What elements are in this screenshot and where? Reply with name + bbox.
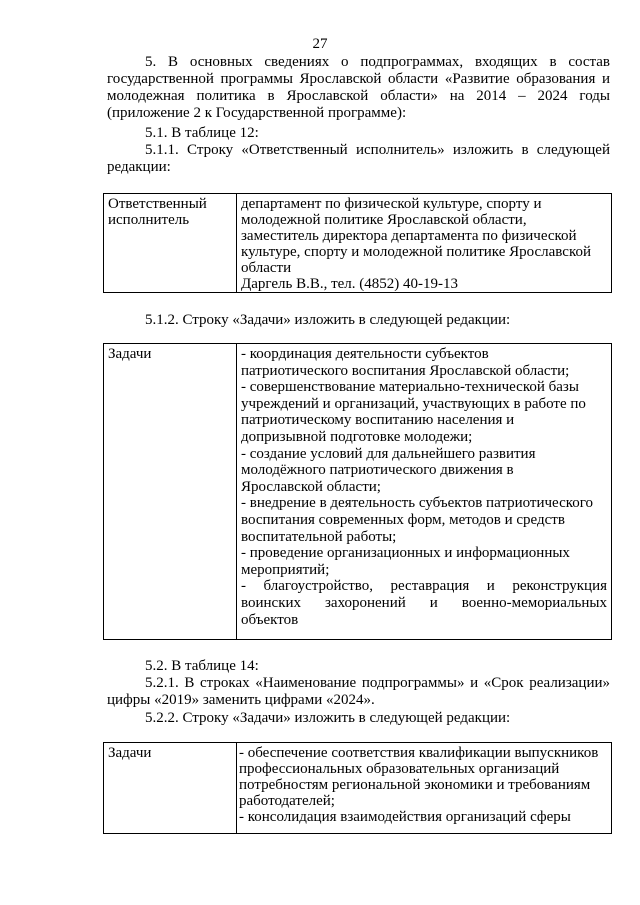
table-line: заместитель директора департамента по физической — [241, 228, 577, 244]
table-line: молодежной политике Ярославской области, — [241, 212, 527, 228]
table-cell-label — [104, 194, 237, 292]
page-number: 27 — [312, 36, 328, 52]
table-label-line: Задачи — [108, 346, 152, 362]
table-label-line: исполнитель — [108, 212, 190, 228]
table-label-line: Ответственный — [108, 196, 207, 212]
table-cell-value — [237, 743, 611, 833]
table-line: культуре, спорту и молодежной политике Ярославской — [241, 244, 591, 260]
table-line: молодёжного патриотического движения в — [241, 462, 514, 479]
paragraph-5-2-1: 5.2.1. В строках «Наименование подпрограммы» и «Срок реализации» цифры «2019» заменить цифрами «2024». — [107, 675, 610, 708]
table-responsible-executor — [103, 193, 612, 293]
table-label-line: Задачи — [108, 745, 152, 761]
table-cell-label — [104, 344, 237, 639]
table-line: - создание условий для дальнейшего развития — [241, 445, 536, 462]
table-line: допризывной подготовке молодежи; — [241, 428, 473, 445]
table-line: департамент по физической культуре, спорту и — [241, 196, 542, 212]
table-line: потребностям региональной экономики и требованиям — [239, 777, 591, 793]
table-cell-value — [237, 194, 611, 292]
table-line: патриотического воспитания Ярославской области; — [241, 362, 570, 379]
paragraph-5: 5. В основных сведениях о подпрограммах, входящих в состав государственной программы Ярославской области «Развитие образования и молодежная политика в Ярославской области» на 2014 – 2024 годы (приложение 2 к Государственной программе): — [107, 54, 610, 121]
paragraph-5-2-2: 5.2.2. Строку «Задачи» изложить в следующей редакции: — [145, 710, 511, 726]
paragraph-5-1-2: 5.1.2. Строку «Задачи» изложить в следующей редакции: — [145, 312, 511, 328]
table-line: воспитательной работы; — [241, 528, 397, 545]
table-line: - благоустройство, реставрация и реконструкция — [241, 578, 607, 595]
table-line: - координация деятельности субъектов — [241, 346, 489, 362]
table-line: Даргель В.В., тел. (4852) 40-19-13 — [241, 276, 459, 292]
table-line: мероприятий; — [241, 561, 330, 578]
table-cell-label — [104, 743, 237, 833]
table-line: - внедрение в деятельность субъектов патриотического — [241, 495, 594, 512]
table-cell-value — [237, 344, 611, 639]
table-line: - проведение организационных и информационных — [241, 545, 570, 562]
paragraph-5-1-1: 5.1.1. Строку «Ответственный исполнитель» изложить в следующей редакции: — [107, 142, 610, 175]
paragraph-5-2: 5.2. В таблице 14: — [145, 658, 259, 674]
table-line: работодателей; — [239, 793, 335, 809]
table-line: учреждений и организаций, участвующих в работе по — [241, 395, 586, 412]
table-line: - консолидация взаимодействия организаций сферы — [239, 809, 571, 825]
paragraph-5-1: 5.1. В таблице 12: — [145, 125, 259, 141]
table-line: объектов — [241, 611, 299, 628]
table-line: Ярославской области; — [241, 478, 381, 495]
table-line: области — [241, 260, 292, 276]
table-line: воспитания современных форм, методов и средств — [241, 511, 565, 528]
table-tasks-12 — [103, 343, 612, 640]
table-line: профессиональных образовательных организаций — [239, 761, 560, 777]
table-line: - обеспечение соответствия квалификации выпускников — [239, 745, 599, 761]
table-tasks-14 — [103, 742, 612, 834]
table-line: патриотическому воспитанию населения и — [241, 412, 515, 429]
table-line: воинских захоронений и военно-мемориальных — [241, 594, 607, 611]
table-line: - совершенствование материально-технической базы — [241, 379, 579, 396]
